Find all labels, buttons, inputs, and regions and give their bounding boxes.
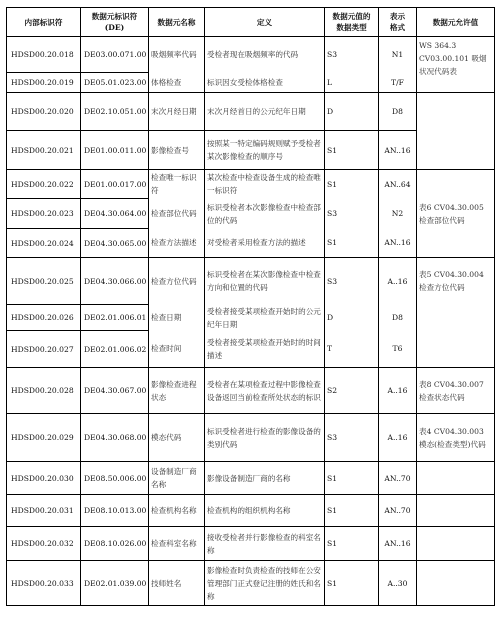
internal-id-cell: HDSD00.20.028 — [7, 368, 81, 414]
definition-cell — [205, 495, 325, 527]
definition-cell — [205, 131, 325, 170]
element-name-text: 设备制造厂商名称 — [151, 467, 197, 489]
definition-cell — [205, 229, 325, 258]
de-id-cell: DE03.00.071.00 — [81, 37, 149, 73]
element-name-cell — [149, 462, 205, 495]
allowed-values-text: 表8 CV04.30.007 检查状态代码 — [419, 379, 484, 402]
data-type-cell: S3 — [325, 199, 379, 229]
data-type-cell: S1 — [325, 131, 379, 170]
format-cell: AN..64 — [379, 170, 417, 199]
element-name-text: 检查唯一标识符 — [151, 173, 197, 196]
header-internal-id: 内部标识符 — [7, 8, 81, 37]
definition-cell — [205, 73, 325, 93]
definition-text: 末次月经首日的公元纪年日期 — [207, 107, 306, 116]
definition-cell — [205, 37, 325, 73]
de-id-cell: DE08.50.006.00 — [81, 462, 149, 495]
allowed-values-cell — [417, 258, 495, 368]
definition-cell — [205, 93, 325, 131]
definition-cell — [205, 561, 325, 606]
table-row — [7, 561, 495, 606]
format-cell: AN..70 — [379, 462, 417, 495]
definition-cell — [205, 170, 325, 199]
format-cell: A..16 — [379, 368, 417, 414]
de-id-cell: DE01.00.011.00 — [81, 131, 149, 170]
definition-cell — [205, 368, 325, 414]
de-id-cell: DE02.10.051.00 — [81, 93, 149, 131]
element-name-text: 体格检查 — [151, 77, 182, 87]
table-row — [7, 93, 495, 131]
element-name-text: 检查部位代码 — [151, 209, 197, 218]
allowed-values-cell — [417, 462, 495, 495]
element-name-text: 吸烟频率代码 — [151, 50, 197, 60]
de-id-cell: DE04.30.064.00 — [81, 199, 149, 229]
format-cell: AN..16 — [379, 229, 417, 258]
definition-text: 某次检查中检查设备生成的检查唯一标识符 — [207, 173, 321, 196]
internal-id-cell: HDSD00.20.029 — [7, 414, 81, 462]
element-name-cell — [149, 331, 205, 368]
definition-text: 对受检者采用检查方法的描述 — [207, 238, 306, 248]
allowed-values-cell — [417, 414, 495, 462]
data-type-cell: S1 — [325, 527, 379, 561]
data-type-cell: S1 — [325, 495, 379, 527]
header-name: 数据元名称 — [149, 8, 205, 37]
data-type-cell: S1 — [325, 229, 379, 258]
allowed-values-text: 表4 CV04.30.003 模态(检查类型)代码 — [419, 426, 486, 449]
element-name-text: 检查时间 — [151, 344, 182, 354]
header-format: 表示 格式 — [379, 8, 417, 37]
format-cell: D8 — [379, 305, 417, 331]
definition-text: 影像设备制造厂商的名称 — [207, 473, 291, 483]
format-cell: T6 — [379, 331, 417, 368]
allowed-values-cell — [417, 93, 495, 170]
table-row — [7, 368, 495, 414]
de-id-cell: DE04.30.068.00 — [81, 414, 149, 462]
internal-id-cell: HDSD00.20.018 — [7, 37, 81, 73]
header-de-id: 数据元标识符 (DE) — [81, 8, 149, 37]
internal-id-cell: HDSD00.20.023 — [7, 199, 81, 229]
allowed-values-cell — [417, 495, 495, 527]
data-type-cell: L — [325, 73, 379, 93]
definition-cell — [205, 462, 325, 495]
internal-id-cell: HDSD00.20.024 — [7, 229, 81, 258]
element-name-text: 检查方位代码 — [151, 276, 197, 286]
table-header-row — [7, 8, 495, 37]
definition-text: 标识因女受检体格检查 — [207, 77, 283, 87]
element-name-cell — [149, 37, 205, 73]
data-type-cell: D — [325, 305, 379, 331]
allowed-values-text: WS 364.3 CV03.00.101 吸烟状况代码表 — [419, 41, 487, 76]
standard-table-page — [6, 7, 494, 606]
internal-id-cell: HDSD00.20.030 — [7, 462, 81, 495]
data-type-cell: S1 — [325, 462, 379, 495]
definition-cell — [205, 199, 325, 229]
definition-cell — [205, 305, 325, 331]
internal-id-cell: HDSD00.20.022 — [7, 170, 81, 199]
internal-id-cell: HDSD00.20.021 — [7, 131, 81, 170]
element-name-text: 检查科室名称 — [151, 539, 197, 548]
element-name-cell — [149, 368, 205, 414]
header-allowed-values: 数据元允许值 — [417, 8, 495, 37]
table-row — [7, 495, 495, 527]
allowed-values-cell — [417, 368, 495, 414]
format-cell: A..30 — [379, 561, 417, 606]
internal-id-cell: HDSD00.20.026 — [7, 305, 81, 331]
internal-id-cell: HDSD00.20.019 — [7, 73, 81, 93]
de-id-cell: DE04.30.067.00 — [81, 368, 149, 414]
internal-id-cell: HDSD00.20.020 — [7, 93, 81, 131]
definition-text: 受检者接受某项检查开始时的时间描述 — [207, 337, 321, 360]
element-name-cell — [149, 73, 205, 93]
data-type-cell: S3 — [325, 37, 379, 73]
allowed-values-cell — [417, 561, 495, 606]
element-name-text: 检查日期 — [151, 313, 182, 322]
element-name-text: 技师姓名 — [151, 578, 182, 588]
element-name-cell — [149, 170, 205, 199]
element-name-cell — [149, 414, 205, 462]
definition-text: 标识受检者在某次影像检查中检查方向和位置的代码 — [207, 270, 321, 293]
definition-text: 按照某一特定编码规则赋予受检者某次影像检查的顺序号 — [207, 139, 321, 161]
element-name-cell — [149, 258, 205, 305]
de-id-cell: DE04.30.065.00 — [81, 229, 149, 258]
de-id-cell: DE08.10.026.00 — [81, 527, 149, 561]
allowed-values-cell — [417, 170, 495, 258]
internal-id-cell: HDSD00.20.032 — [7, 527, 81, 561]
data-type-cell: D — [325, 93, 379, 131]
data-type-cell: S1 — [325, 561, 379, 606]
data-type-cell: S2 — [325, 368, 379, 414]
table-row — [7, 170, 495, 199]
element-name-cell — [149, 305, 205, 331]
element-name-text: 影像检查号 — [151, 145, 189, 155]
definition-text: 标识受检者进行检查的影像设备的类别代码 — [207, 426, 321, 449]
element-name-text: 模态代码 — [151, 433, 182, 442]
definition-text: 检查机构的组织机构名称 — [207, 506, 291, 515]
allowed-values-text: 表6 CV04.30.005 检查部位代码 — [419, 202, 484, 225]
data-element-table — [6, 7, 495, 606]
definition-text: 标识受检者本次影像检查中检查部位的代码 — [207, 202, 321, 225]
de-id-cell: DE02.01.039.00 — [81, 561, 149, 606]
format-cell: N2 — [379, 199, 417, 229]
data-type-cell: T — [325, 331, 379, 368]
internal-id-cell: HDSD00.20.027 — [7, 331, 81, 368]
definition-text: 受检者接受某项检查开始时的公元纪年日期 — [207, 306, 321, 329]
definition-text: 影像检查时负责检查的技师在公安管理部门正式登记注册的姓氏和名称 — [207, 565, 321, 601]
format-cell: AN..16 — [379, 131, 417, 170]
de-id-cell: DE08.10.013.00 — [81, 495, 149, 527]
definition-text: 接收受检者并行影像检查的科室名称 — [207, 532, 321, 555]
data-type-cell: S3 — [325, 414, 379, 462]
element-name-cell — [149, 199, 205, 229]
allowed-values-cell — [417, 37, 495, 93]
format-cell: A..16 — [379, 258, 417, 305]
element-name-text: 影像检查进程状态 — [151, 379, 197, 402]
format-cell: A..16 — [379, 414, 417, 462]
element-name-cell — [149, 229, 205, 258]
de-id-cell: DE05.01.023.00 — [81, 73, 149, 93]
definition-text: 受检者在某项检查过程中影像检查设备返回当前检查所处状态的标识 — [207, 379, 321, 402]
element-name-cell — [149, 93, 205, 131]
definition-text: 受检者现在吸烟频率的代码 — [207, 50, 299, 60]
element-name-text: 检查机构名称 — [151, 506, 197, 515]
de-id-cell: DE04.30.066.00 — [81, 258, 149, 305]
de-id-cell: DE02.01.006.02 — [81, 331, 149, 368]
de-id-cell: DE02.01.006.01 — [81, 305, 149, 331]
format-cell: N1 — [379, 37, 417, 73]
format-cell: T/F — [379, 73, 417, 93]
allowed-values-cell — [417, 527, 495, 561]
element-name-text: 检查方法描述 — [151, 238, 197, 248]
internal-id-cell: HDSD00.20.031 — [7, 495, 81, 527]
header-definition: 定义 — [205, 8, 325, 37]
definition-cell — [205, 258, 325, 305]
element-name-cell — [149, 495, 205, 527]
table-row — [7, 527, 495, 561]
format-cell: AN..70 — [379, 495, 417, 527]
data-type-cell: S3 — [325, 258, 379, 305]
header-data-type: 数据元值的 数据类型 — [325, 8, 379, 37]
table-row — [7, 414, 495, 462]
element-name-cell — [149, 561, 205, 606]
allowed-values-text: 表5 CV04.30.004 检查方位代码 — [419, 270, 484, 292]
element-name-text: 末次月经日期 — [151, 107, 197, 116]
definition-cell — [205, 527, 325, 561]
element-name-cell — [149, 527, 205, 561]
definition-cell — [205, 331, 325, 368]
table-row — [7, 258, 495, 305]
internal-id-cell: HDSD00.20.025 — [7, 258, 81, 305]
internal-id-cell: HDSD00.20.033 — [7, 561, 81, 606]
table-row — [7, 37, 495, 73]
data-type-cell: S1 — [325, 170, 379, 199]
format-cell: D8 — [379, 93, 417, 131]
format-cell: AN..16 — [379, 527, 417, 561]
element-name-cell — [149, 131, 205, 170]
de-id-cell: DE01.00.017.00 — [81, 170, 149, 199]
table-row — [7, 462, 495, 495]
definition-cell — [205, 414, 325, 462]
